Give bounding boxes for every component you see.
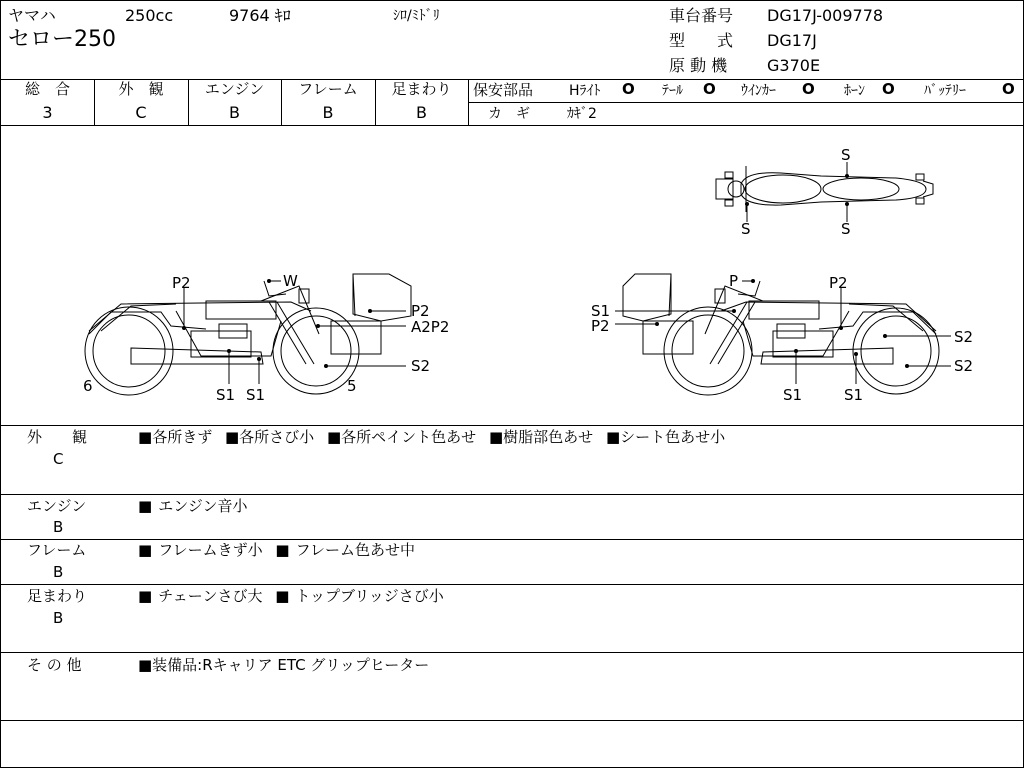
- remark-exterior-label: 外 観: [27, 428, 88, 446]
- remark-engine-items: [138, 498, 247, 515]
- diagram-label: S: [841, 146, 851, 164]
- key-value: ｶｷﾞ2: [567, 106, 597, 122]
- remark-frame-label: フレーム: [27, 541, 87, 559]
- diagram-label: S1: [591, 302, 611, 320]
- frame-no: DG17J-009778: [767, 6, 884, 25]
- remark-exterior-items: [138, 429, 725, 446]
- bullet-square-icon: ■: [275, 541, 290, 559]
- grade-suspension-value: B: [416, 103, 427, 122]
- status-ok: O: [622, 80, 635, 98]
- remark-item: トップブリッジさび小: [295, 587, 444, 605]
- grade-overall-label: 総 合: [24, 80, 70, 98]
- diagram-label: W: [283, 272, 298, 290]
- diagram-label: S: [841, 220, 851, 238]
- remark-item: チェーンさび大: [158, 587, 263, 605]
- remark-item: フレーム色あせ中: [295, 541, 415, 559]
- remark-frame-items: [138, 542, 415, 559]
- diagram-label: S1: [844, 386, 864, 404]
- frame-no-label: 車台番号: [669, 6, 734, 25]
- remark-item: 各所ペイント色あせ: [341, 428, 477, 446]
- safety-item-tail: ﾃｰﾙ: [662, 83, 683, 99]
- status-ok: O: [802, 80, 815, 98]
- diagram-label: S: [741, 220, 751, 238]
- divider: [468, 79, 469, 125]
- motorcycle-left-side-icon: [85, 274, 411, 395]
- diagram-label: S1: [246, 386, 266, 404]
- divider: [1, 539, 1023, 540]
- divider: [1, 584, 1023, 585]
- safety-item-horn: ﾎｰﾝ: [844, 83, 865, 99]
- remark-suspension-grade: B: [53, 609, 64, 627]
- diagram-label: S2: [954, 328, 974, 346]
- divider: [1, 425, 1023, 426]
- bullet-square-icon: ■: [326, 428, 342, 446]
- diagram-label: S1: [783, 386, 803, 404]
- bullet-square-icon: ■: [224, 428, 240, 446]
- model-name: セロー250: [8, 27, 116, 52]
- safety-item-battery: ﾊﾞｯﾃﾘｰ: [924, 83, 966, 99]
- remark-item: エンジン音小: [158, 497, 248, 515]
- grade-exterior-value: C: [135, 103, 147, 122]
- displacement: 250cc: [125, 6, 174, 25]
- diagram-label: P2: [591, 317, 610, 335]
- diagram-label: P2: [172, 274, 191, 292]
- remark-other-text: ■装備品:Rキャリア ETC グリップヒーター: [138, 656, 430, 674]
- diagram-label: P: [729, 272, 739, 290]
- bullet-square-icon: ■: [138, 497, 153, 515]
- divider: [468, 102, 1023, 103]
- grade-engine-value: B: [229, 103, 240, 122]
- diagram-label: P2: [829, 274, 848, 292]
- safety-item-headlight: Hﾗｲﾄ: [569, 83, 601, 99]
- status-ok: O: [1002, 80, 1015, 98]
- damage-diagram: [1, 126, 1023, 426]
- type-label: 型 式: [669, 31, 734, 50]
- engine-model-label: 原 動 機: [669, 56, 728, 75]
- bullet-square-icon: ■: [275, 587, 290, 605]
- diagram-label: P2: [411, 302, 430, 320]
- grade-engine-label: エンジン: [204, 80, 265, 98]
- grade-suspension-label: 足まわり: [391, 80, 452, 98]
- diagram-label: S2: [411, 357, 431, 375]
- remark-engine-label: エンジン: [27, 497, 87, 515]
- remark-item: シート色あせ小: [620, 428, 726, 446]
- bullet-square-icon: ■: [138, 541, 153, 559]
- remark-item: 樹脂部色あせ: [503, 428, 594, 446]
- remark-suspension-items: [138, 588, 444, 605]
- divider: [1, 652, 1023, 653]
- divider: [1, 720, 1023, 721]
- remark-other-label: そ の 他: [27, 656, 82, 674]
- bullet-square-icon: ■: [605, 428, 621, 446]
- grade-overall-value: 3: [42, 103, 53, 122]
- grade-frame-value: B: [322, 103, 334, 122]
- diagram-label: A2P2: [411, 318, 450, 336]
- key-label: カ ギ: [488, 106, 530, 122]
- divider: [1, 494, 1023, 495]
- mileage: 9764 ｷﾛ: [229, 6, 291, 25]
- diagram-label: 6: [83, 377, 93, 395]
- remark-suspension-label: 足まわり: [27, 587, 88, 605]
- engine-model-value: G370E: [767, 56, 821, 75]
- type-value: DG17J: [767, 31, 817, 50]
- motorcycle-right-side-icon: [623, 274, 939, 395]
- remark-item: 各所さび小: [239, 428, 315, 446]
- remark-exterior-grade: C: [53, 450, 64, 468]
- status-ok: O: [882, 80, 895, 98]
- grade-frame-label: フレーム: [298, 80, 358, 98]
- safety-parts-label: 保安部品: [473, 81, 534, 99]
- bullet-square-icon: ■: [138, 428, 153, 446]
- grade-exterior-label: 外 観: [118, 80, 164, 98]
- diagram-label: 5: [347, 377, 357, 395]
- remark-engine-grade: B: [53, 518, 64, 536]
- maker: ヤマハ: [8, 6, 56, 25]
- diagram-label: S1: [216, 386, 236, 404]
- remark-frame-grade: B: [53, 563, 64, 581]
- diagram-label: S2: [954, 357, 974, 375]
- bullet-square-icon: ■: [138, 587, 153, 605]
- body-color: ｼﾛ/ﾐﾄﾞﾘ: [393, 8, 440, 24]
- remark-item: 各所きず: [152, 428, 213, 446]
- safety-item-winker: ｳｲﾝｶｰ: [741, 83, 776, 99]
- remark-item: フレームきず小: [158, 541, 263, 559]
- status-ok: O: [703, 80, 716, 98]
- bullet-square-icon: ■: [488, 428, 504, 446]
